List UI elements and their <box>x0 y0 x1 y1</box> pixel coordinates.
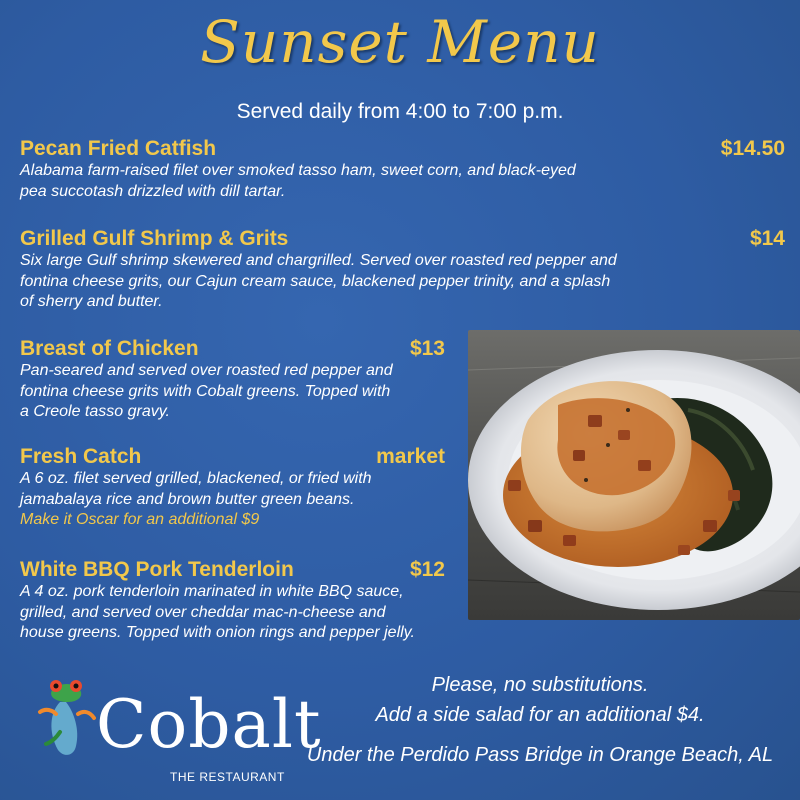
desc-line: Pan-seared and served over roasted red pepper and <box>20 362 393 379</box>
desc-line: A 6 oz. filet served grilled, blackened, or fried with <box>20 470 372 487</box>
desc-line: fontina cheese grits, our Cajun cream sauce, blackened pepper trinity, and a splash <box>20 272 611 290</box>
item-name: White BBQ Pork Tenderloin <box>20 558 294 581</box>
item-description <box>20 361 445 423</box>
item-price: $13 <box>409 337 445 360</box>
plated-chicken-illustration <box>468 330 800 620</box>
desc-line: jamabalaya rice and brown butter green beans. <box>20 490 355 508</box>
logo-tagline: THE RESTAURANT <box>170 770 285 784</box>
cobalt-logo <box>30 672 322 797</box>
item-description <box>20 469 445 510</box>
menu-item-chicken <box>20 337 445 423</box>
no-substitutions-note: Please, no substitutions. <box>431 674 649 696</box>
dish-photo <box>468 330 800 620</box>
menu-item-fresh-catch <box>20 445 445 531</box>
item-description <box>20 582 480 644</box>
logo-wordmark: Cobalt <box>96 686 322 763</box>
desc-line: a Creole tasso gravy. <box>20 403 170 420</box>
frog-icon <box>30 672 100 762</box>
item-name: Fresh Catch <box>20 445 142 468</box>
item-description <box>20 251 785 313</box>
page-subtitle: Served daily from 4:00 to 7:00 p.m. <box>236 100 564 123</box>
page-title: Sunset Menu <box>200 8 600 76</box>
item-name: Pecan Fried Catfish <box>20 137 217 160</box>
item-name: Grilled Gulf Shrimp & Grits <box>20 227 289 250</box>
desc-line: fontina cheese grits with Cobalt greens. Topped with <box>20 382 391 400</box>
item-upsell-note: Make it Oscar for an additional $9 <box>20 511 260 528</box>
desc-line: Alabama farm-raised filet over smoked tasso ham, sweet corn, and black-eyed <box>20 162 576 179</box>
desc-line: house greens. Topped with onion rings and pepper jelly. <box>20 624 415 641</box>
item-price: market <box>376 445 445 468</box>
desc-line: Six large Gulf shrimp skewered and chargrilled. Served over roasted red pepper and <box>20 252 617 269</box>
menu-item-catfish <box>20 137 785 202</box>
item-description <box>20 161 785 202</box>
menu-item-shrimp-grits <box>20 227 785 313</box>
item-price: $12 <box>409 558 445 581</box>
desc-line: of sherry and butter. <box>20 293 163 310</box>
item-name: Breast of Chicken <box>20 337 199 360</box>
desc-line: A 4 oz. pork tenderloin marinated in white BBQ sauce, <box>20 583 404 600</box>
side-salad-note: Add a side salad for an additional $4. <box>375 704 705 726</box>
location-note: Under the Perdido Pass Bridge in Orange Beach, AL <box>306 744 774 766</box>
menu-item-pork-tenderloin <box>20 558 445 644</box>
item-price: $14.50 <box>720 137 785 160</box>
desc-line: pea succotash drizzled with dill tartar. <box>20 182 286 200</box>
item-price: $14 <box>749 227 785 250</box>
desc-line: grilled, and served over cheddar mac-n-cheese and <box>20 603 386 621</box>
